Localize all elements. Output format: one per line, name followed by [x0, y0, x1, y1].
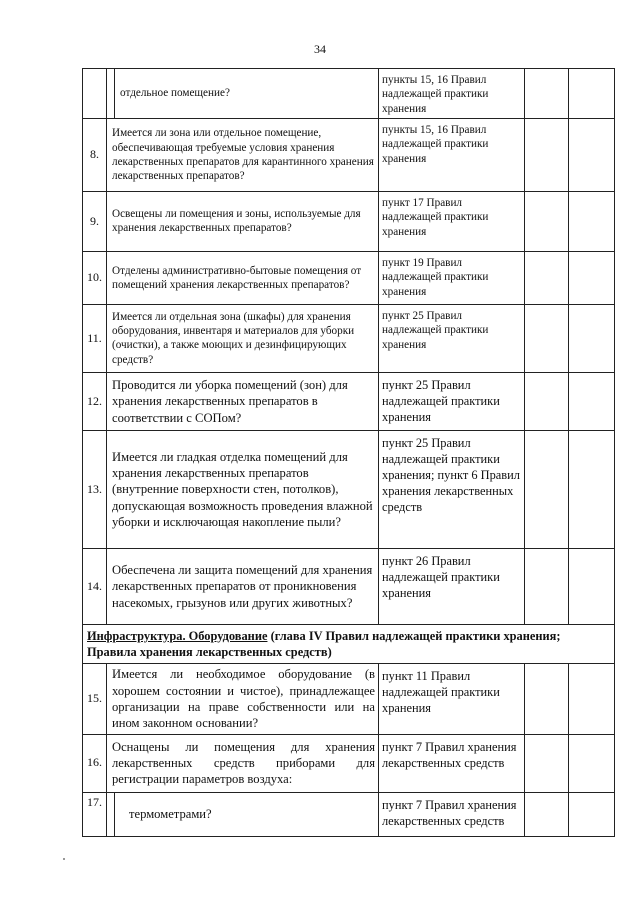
question-cell: Оснащены ли помещения для хранения лекарственных средств приборами для регистрации параметров воздуха: — [107, 734, 379, 792]
table-row — [83, 792, 615, 836]
question-cell: Освещены ли помещения и зоны, используемые для хранения лекарственных препаратов? — [107, 191, 379, 251]
reference-cell: пункт 7 Правил хранения лекарственных средств — [379, 734, 525, 792]
section-header — [83, 624, 615, 663]
question-cell: Имеется ли гладкая отделка помещений для хранения лекарственных препаратов (внутренние поверхности стен, потолков), допускающая возможность проведения влажной уборки и исключающая накопление пыли? — [107, 430, 379, 548]
answer-yes-cell[interactable] — [525, 664, 569, 734]
reference-cell: пункты 15, 16 Правил надлежащей практики хранения — [379, 118, 525, 191]
table-row — [83, 664, 615, 734]
section-header-row — [83, 624, 615, 663]
question-cell: Обеспечена ли защита помещений для хранения лекарственных препаратов от проникновения насекомых, грызунов или других животных? — [107, 548, 379, 624]
row-number: 10. — [83, 251, 107, 304]
table-row — [83, 372, 615, 430]
row-number: 11. — [83, 304, 107, 372]
answer-no-cell[interactable] — [569, 191, 615, 251]
section-title-rest: (глава IV Правил надлежащей практики хранения; — [267, 628, 561, 643]
row-number: 13. — [83, 430, 107, 548]
answer-no-cell[interactable] — [569, 430, 615, 548]
answer-yes-cell[interactable] — [525, 792, 569, 836]
row-number — [83, 69, 107, 119]
answer-no-cell[interactable] — [569, 548, 615, 624]
section-title-line2: Правила хранения лекарственных средств) — [87, 645, 332, 660]
answer-yes-cell[interactable] — [525, 304, 569, 372]
table-row — [83, 69, 615, 119]
answer-no-cell[interactable] — [569, 792, 615, 836]
answer-yes-cell[interactable] — [525, 734, 569, 792]
question-cell: Имеется ли необходимое оборудование (в хорошем состоянии и чистое), принадлежащее организации на праве собственности или на ином законном основании? — [107, 664, 379, 734]
answer-no-cell[interactable] — [569, 664, 615, 734]
question-cell: термометрами? — [115, 792, 379, 836]
table-row — [83, 251, 615, 304]
row-number: 12. — [83, 372, 107, 430]
answer-no-cell[interactable] — [569, 118, 615, 191]
answer-yes-cell[interactable] — [525, 69, 569, 119]
answer-no-cell[interactable] — [569, 69, 615, 119]
table-row — [83, 430, 615, 548]
row-number: 17. — [83, 792, 107, 836]
answer-no-cell[interactable] — [569, 304, 615, 372]
reference-cell: пункт 7 Правил хранения лекарственных средств — [379, 792, 525, 836]
answer-yes-cell[interactable] — [525, 372, 569, 430]
answer-yes-cell[interactable] — [525, 548, 569, 624]
answer-yes-cell[interactable] — [525, 191, 569, 251]
question-cell: Проводится ли уборка помещений (зон) для хранения лекарственных препаратов в соответствии с СОПом? — [107, 372, 379, 430]
row-number: 15. — [83, 664, 107, 734]
section-title-underlined: Инфраструктура. Оборудование — [87, 628, 268, 643]
table-row — [83, 548, 615, 624]
reference-cell: пункт 25 Правил надлежащей практики хранения — [379, 304, 525, 372]
checklist-table — [82, 68, 615, 837]
table-row — [83, 734, 615, 792]
table-row — [83, 191, 615, 251]
scan-speck — [63, 858, 65, 860]
reference-cell: пункты 15, 16 Правил надлежащей практики хранения — [379, 69, 525, 119]
table-row — [83, 304, 615, 372]
question-cell: Имеется ли зона или отдельное помещение, обеспечивающая требуемые условия хранения лекарственных препаратов для карантинного хранения лекарственных препаратов? — [107, 118, 379, 191]
question-cell: отдельное помещение? — [115, 69, 379, 119]
row-number: 9. — [83, 191, 107, 251]
answer-yes-cell[interactable] — [525, 118, 569, 191]
row-number: 16. — [83, 734, 107, 792]
answer-yes-cell[interactable] — [525, 251, 569, 304]
reference-cell: пункт 11 Правил надлежащей практики хранения — [379, 664, 525, 734]
reference-cell: пункт 25 Правил надлежащей практики хранения — [379, 372, 525, 430]
reference-cell: пункт 26 Правил надлежащей практики хранения — [379, 548, 525, 624]
reference-cell: пункт 17 Правил надлежащей практики хранения — [379, 191, 525, 251]
row-number: 8. — [83, 118, 107, 191]
answer-no-cell[interactable] — [569, 734, 615, 792]
reference-cell: пункт 25 Правил надлежащей практики хранения; пункт 6 Правил хранения лекарственных средств — [379, 430, 525, 548]
page-number: 34 — [314, 42, 326, 56]
reference-cell: пункт 19 Правил надлежащей практики хранения — [379, 251, 525, 304]
indent-cell — [107, 792, 115, 836]
answer-no-cell[interactable] — [569, 372, 615, 430]
indent-cell — [107, 69, 115, 119]
row-number: 14. — [83, 548, 107, 624]
answer-yes-cell[interactable] — [525, 430, 569, 548]
question-cell: Имеется ли отдельная зона (шкафы) для хранения оборудования, инвентаря и материалов для уборки (очистки), а также моющих и дезинфицирующих средств? — [107, 304, 379, 372]
question-cell: Отделены административно-бытовые помещения от помещений хранения лекарственных препаратов? — [107, 251, 379, 304]
answer-no-cell[interactable] — [569, 251, 615, 304]
table-row — [83, 118, 615, 191]
